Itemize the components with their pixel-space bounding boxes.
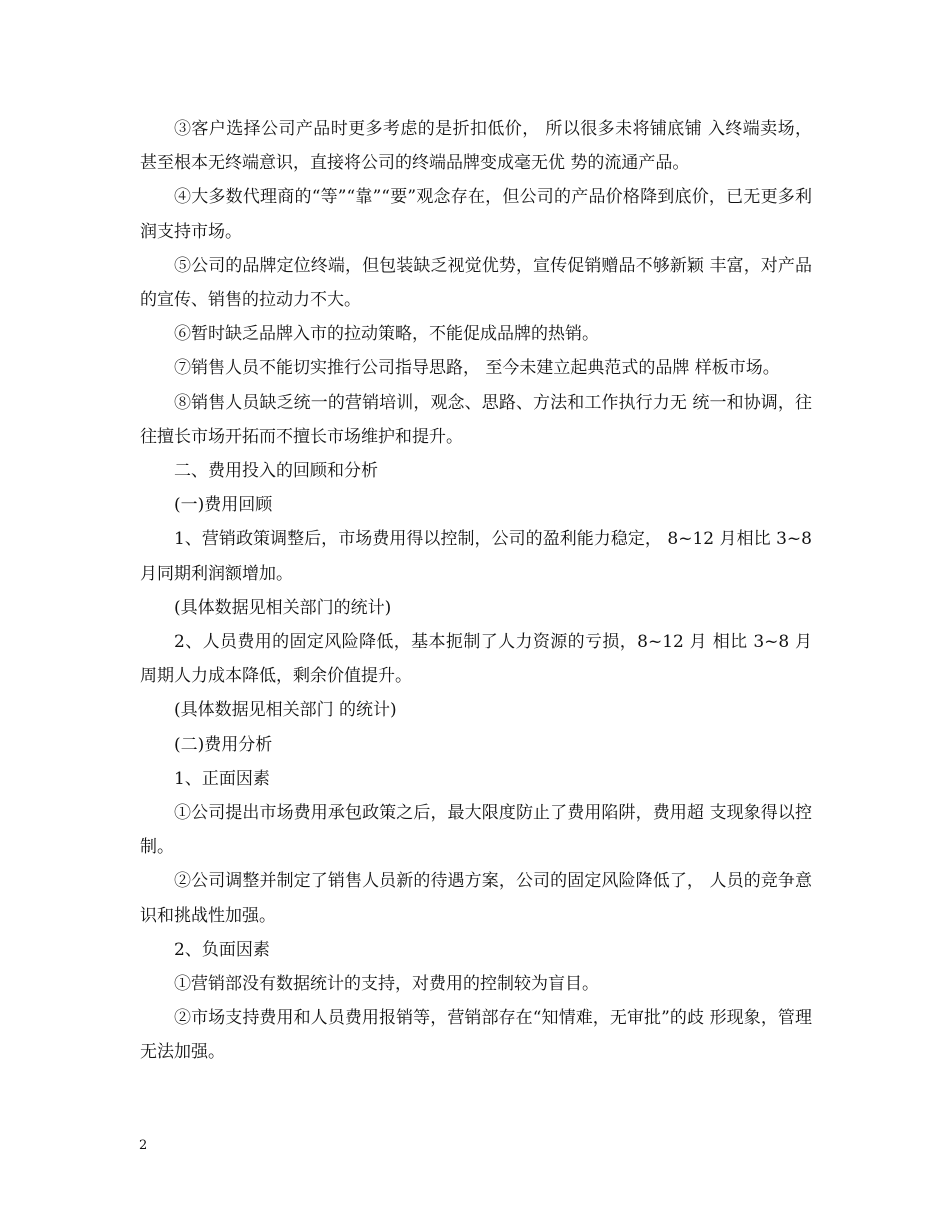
heading-negative-factors: 2、负面因素	[174, 939, 270, 960]
note-statistics-2: (具体数据见相关部门 的统计)	[174, 700, 397, 721]
paragraph-brand-positioning: ⑤公司的品牌定位终端，但包装缺乏视觉优势，宣传促销赠品不够新颖 丰富，对产品的宣传、销售的拉动力不大。	[140, 255, 812, 311]
section-heading-cost-review: 二、费用投入的回顾和分析	[174, 461, 378, 482]
paragraph-personnel-cost: 2、人员费用的固定风险降低，基本扼制了人力资源的亏损，8~12 月 相比 3~8 月周期人力成本降低，剩余价值提升。	[140, 632, 812, 687]
paragraph-agent-attitude: ④大多数代理商的“等”“靠”“要”观念存在，但公司的产品价格降到底价，已无更多利润支持市场。	[140, 187, 812, 242]
paragraph-positive-factor-2: ②公司调整并制定了销售人员新的待遇方案，公司的固定风险降低了， 人员的竞争意识和挑战性加强。	[140, 871, 812, 926]
paragraph-market-strategy: ⑥暂时缺乏品牌入市的拉动策略，不能促成品牌的热销。	[174, 324, 599, 345]
subheading-cost-analysis: (二)费用分析	[174, 734, 273, 755]
paragraph-positive-factor-1: ①公司提出市场费用承包政策之后，最大限度防止了费用陷阱，费用超 支现象得以控制。	[140, 803, 812, 858]
page-number: 2	[139, 1138, 148, 1153]
paragraph-marketing-cost: 1、营销政策调整后，市场费用得以控制，公司的盈利能力稳定， 8~12 月相比 3~8 月同期利润额增加。	[140, 529, 818, 584]
subheading-cost-review: (一)费用回顾	[174, 495, 273, 516]
paragraph-customer-pricing: ③客户选择公司产品时更多考虑的是折扣低价， 所以很多未将铺底铺 入终端卖场，甚至根本无终端意识，直接将公司的终端品牌变成毫无优 势的流通产品。	[140, 119, 812, 174]
paragraph-sales-execution: ⑦销售人员不能切实推行公司指导思路， 至今未建立起典范式的品牌 样板市场。	[174, 358, 780, 379]
paragraph-negative-factor-2: ②市场支持费用和人员费用报销等，营销部存在“知情难，无审批”的歧 形现象，管理无法加强。	[140, 1008, 812, 1063]
document-body	[140, 112, 818, 1070]
note-statistics-1: (具体数据见相关部门的统计)	[174, 597, 392, 618]
paragraph-sales-training: ⑧销售人员缺乏统一的营销培训，观念、思路、方法和工作执行力无 统一和协调，往往擅长市场开拓而不擅长市场维护和提升。	[140, 392, 812, 447]
heading-positive-factors: 1、正面因素	[174, 768, 270, 789]
paragraph-negative-factor-1: ①营销部没有数据统计的支持，对费用的控制较为盲目。	[174, 974, 599, 995]
